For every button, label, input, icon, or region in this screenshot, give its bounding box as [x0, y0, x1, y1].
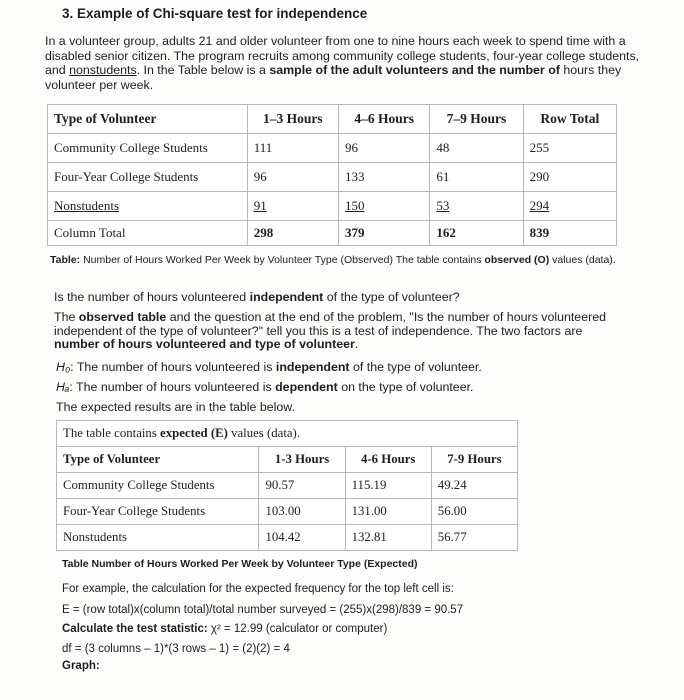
- table-cell: 290: [523, 163, 616, 192]
- table-row: [48, 134, 617, 163]
- table-cell: 90.57: [259, 473, 345, 499]
- header-cell: Row Total: [523, 105, 616, 134]
- table-cell: Community College Students: [48, 134, 248, 163]
- expected-table-title-row: [57, 421, 518, 447]
- table-cell: 96: [339, 134, 430, 163]
- null-hypothesis: H₀: The number of hours volunteered is independent of the type of volunteer.: [56, 360, 482, 374]
- table-cell: 115.19: [345, 473, 431, 499]
- header-cell: Type of Volunteer: [57, 447, 259, 473]
- header-cell: 1–3 Hours: [247, 105, 338, 134]
- research-question: Is the number of hours volunteered independent of the type of volunteer?: [54, 290, 460, 304]
- expected-table-title: The table contains expected (E) values (data).: [57, 421, 518, 447]
- table-cell: 56.77: [431, 525, 517, 551]
- table-cell: 49.24: [431, 473, 517, 499]
- header-cell: 7–9 Hours: [430, 105, 523, 134]
- table-cell: 56.00: [431, 499, 517, 525]
- observed-note: The observed table and the question at the end of the problem, "Is the number of hours volunteered independent of the type of volunteer?" tell you this is a test of independence. The two factors are number of hours volunteered and type of volunteer.: [54, 310, 607, 351]
- header-cell: Type of Volunteer: [48, 105, 248, 134]
- table-header-row: [48, 105, 617, 134]
- expected-table-caption: Table Number of Hours Worked Per Week by Volunteer Type (Expected): [62, 558, 418, 570]
- table-cell: 162: [430, 221, 523, 246]
- observed-table: [47, 104, 617, 246]
- table-row-total: [48, 221, 617, 246]
- section-heading: 3. Example of Chi-square test for independence: [62, 6, 368, 21]
- table-cell: 111: [247, 134, 338, 163]
- header-cell: 4–6 Hours: [339, 105, 430, 134]
- table-row: [57, 473, 518, 499]
- table-cell: 294: [523, 192, 616, 221]
- table-cell: Nonstudents: [57, 525, 259, 551]
- table-row: [57, 499, 518, 525]
- graph-label: Graph:: [62, 660, 100, 672]
- table-cell: 298: [247, 221, 338, 246]
- test-statistic-line: Calculate the test statistic: χ² = 12.99 (calculator or computer): [62, 623, 388, 635]
- table-cell: Column Total: [48, 221, 248, 246]
- observed-table-caption: Table: Number of Hours Worked Per Week by Volunteer Type (Observed) The table contains observed (O) values (data).: [50, 254, 616, 266]
- table-cell: 53: [430, 192, 523, 221]
- example-line: For example, the calculation for the expected frequency for the top left cell is:: [62, 583, 454, 595]
- table-cell: 255: [523, 134, 616, 163]
- table-cell: Four-Year College Students: [48, 163, 248, 192]
- table-cell: 96: [247, 163, 338, 192]
- table-cell: 131.00: [345, 499, 431, 525]
- formula-line: E = (row total)x(column total)/total number surveyed = (255)x(298)/839 = 90.57: [62, 604, 464, 616]
- header-cell: 7-9 Hours: [431, 447, 517, 473]
- header-cell: 4-6 Hours: [345, 447, 431, 473]
- table-cell: Community College Students: [57, 473, 259, 499]
- expected-table: [56, 420, 518, 551]
- expected-intro: The expected results are in the table below.: [56, 400, 296, 414]
- table-cell: Nonstudents: [48, 192, 248, 221]
- table-cell: 133: [339, 163, 430, 192]
- table-cell: 104.42: [259, 525, 345, 551]
- table-header-row: [57, 447, 518, 473]
- table-cell: 839: [523, 221, 616, 246]
- table-cell: 132.81: [345, 525, 431, 551]
- table-row: [48, 192, 617, 221]
- table-cell: Four-Year College Students: [57, 499, 259, 525]
- df-line: df = (3 columns – 1)*(3 rows – 1) = (2)(2) = 4: [62, 643, 290, 655]
- alternative-hypothesis: Hₐ: The number of hours volunteered is dependent on the type of volunteer.: [56, 380, 474, 394]
- table-cell: 61: [430, 163, 523, 192]
- intro-paragraph: In a volunteer group, adults 21 and older volunteer from one to nine hours each week to spend time with a disabled senior citizen. The program recruits among community college students, four-year college students, and nonstudents. In the Table below is a sample of the adult volunteers and the number of hours they volunteer per week.: [45, 34, 640, 92]
- table-row: [48, 163, 617, 192]
- table-cell: 103.00: [259, 499, 345, 525]
- table-row: [57, 525, 518, 551]
- table-cell: 150: [339, 192, 430, 221]
- table-cell: 379: [339, 221, 430, 246]
- header-cell: 1-3 Hours: [259, 447, 345, 473]
- table-cell: 48: [430, 134, 523, 163]
- table-cell: 91: [247, 192, 338, 221]
- nonstudents-term: nonstudents: [69, 63, 137, 77]
